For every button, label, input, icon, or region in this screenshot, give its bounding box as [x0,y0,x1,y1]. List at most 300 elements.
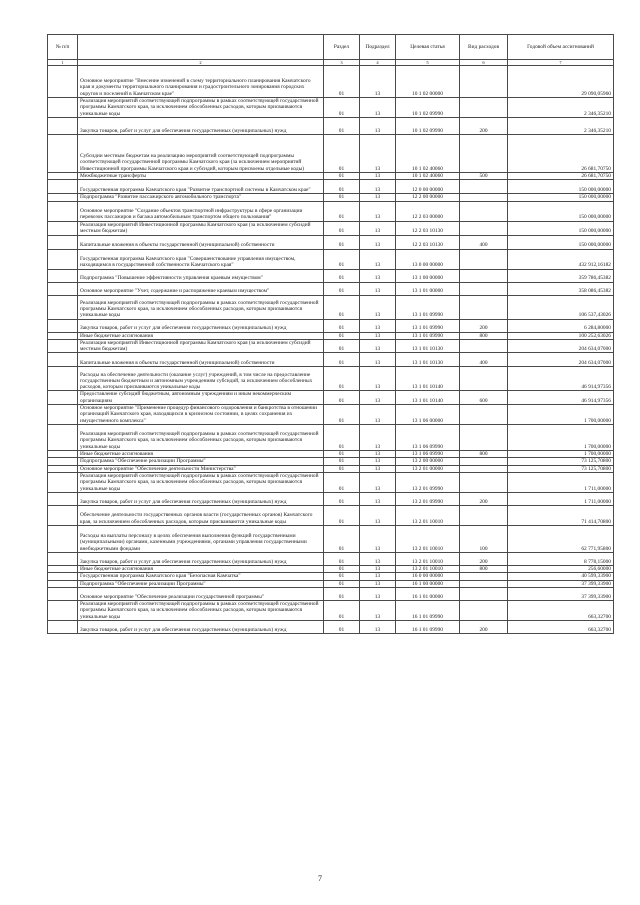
row-name: Реализация мероприятий соответствующей подпрограммы в рамках соответствующей государственной программы Камчатского края, за исключением обособленных расходов, которым присваиваются уникальные коды [78,600,324,620]
table-row [48,573,614,580]
row-podrazdel: 13 [360,235,396,249]
row-expense-type: 200 [460,620,508,633]
row-razdel: 01 [324,367,360,391]
page-number: 7 [318,874,322,883]
row-name: Обеспечение деятельности государственных органов власти (государственных органов) Камчатского края, за исключением обособленных расходов, которым присваиваются уникальные коды [78,505,324,525]
row-amount: 1 711,00000 [508,472,614,492]
row-amount: 1 711,00000 [508,492,614,505]
row-expense-type: 400 [460,235,508,249]
row-number [48,552,78,565]
row-target-article: 13 1 01 00000 [396,282,460,295]
row-amount: 256,60000 [508,565,614,572]
table-row [48,173,614,180]
row-number [48,472,78,492]
row-target-article: 13 2 01 10010 [396,505,460,525]
row-amount: 432 912,16182 [508,249,614,269]
column-number: 1 [48,60,78,66]
row-target-article: 13 2 01 09990 [396,472,460,492]
row-number [48,465,78,472]
row-podrazdel: 13 [360,295,396,319]
row-target-article: 16 1 01 09990 [396,620,460,633]
header-num: № п/п [48,35,78,60]
header-amount: Годовой объем ассигнований [508,35,614,60]
row-podrazdel: 13 [360,405,396,425]
table-row [48,295,614,319]
row-number [48,565,78,572]
column-number: 2 [78,60,324,66]
row-amount: 26 681,70750 [508,135,614,173]
row-name: Государственная программа Камчатского края "Совершенствование управления имуществом, находящимся в государственной собственности Камчатского края" [78,249,324,269]
table-row [48,425,614,451]
row-podrazdel: 13 [360,353,396,367]
row-number [48,573,78,580]
row-amount: 40 599,33900 [508,573,614,580]
row-razdel: 01 [324,332,360,339]
row-podrazdel: 13 [360,525,396,552]
row-target-article: 12 2 03 00000 [396,201,460,221]
table-row [48,458,614,465]
row-podrazdel: 13 [360,425,396,451]
row-number [48,353,78,367]
row-podrazdel: 13 [360,135,396,173]
row-number [48,451,78,458]
row-target-article: 13 1 01 10130 [396,353,460,367]
row-number [48,332,78,339]
row-expense-type: 200 [460,319,508,332]
row-amount: 73 125,70800 [508,458,614,465]
table-row [48,552,614,565]
row-name: Закупка товаров, работ и услуг для обеспечения государственных (муниципальных) нужд [78,552,324,565]
column-number: 5 [396,60,460,66]
row-podrazdel: 13 [360,451,396,458]
row-razdel: 01 [324,458,360,465]
row-razdel: 01 [324,135,360,173]
row-expense-type [460,425,508,451]
table-body [48,66,614,634]
row-podrazdel: 13 [360,465,396,472]
row-target-article: 13 0 00 00000 [396,249,460,269]
row-expense-type [460,587,508,600]
row-target-article: 13 1 01 09990 [396,332,460,339]
row-target-article: 16 1 00 00000 [396,580,460,587]
table-row [48,465,614,472]
row-target-article: 13 1 06 09990 [396,425,460,451]
row-target-article: 16 0 00 00000 [396,573,460,580]
table-row [48,332,614,339]
row-amount: 359 786,45382 [508,269,614,282]
column-number: 3 [324,60,360,66]
row-expense-type [460,249,508,269]
row-target-article: 16 1 01 09990 [396,600,460,620]
row-number [48,98,78,118]
row-name: Реализация мероприятий соответствующей подпрограммы в рамках соответствующей государственной программы Камчатского края, за исключением обособленных расходов, которым присваиваются уникальные коды [78,98,324,118]
row-name: Расходы на выплаты персоналу в целях обеспечения выполнения функций государственными (муниципальными) органами, казенными учреждениями, органами управления государственными внебюджетными фондами [78,525,324,552]
row-number [48,339,78,353]
table-row [48,505,614,525]
table-row [48,194,614,201]
row-name: Основное мероприятие "Учет, содержание и распоряжение краевым имуществом" [78,282,324,295]
row-amount: 1 700,00000 [508,405,614,425]
row-amount: 150 000,00000 [508,221,614,235]
row-target-article: 12 0 00 00000 [396,180,460,194]
row-number [48,173,78,180]
row-expense-type [460,472,508,492]
row-podrazdel: 13 [360,472,396,492]
row-podrazdel: 13 [360,66,396,98]
row-number [48,180,78,194]
row-amount: 62 771,95800 [508,525,614,552]
row-name: Иные бюджетные ассигнования [78,565,324,572]
row-name: Реализация мероприятий соответствующей подпрограммы в рамках соответствующей государственной программы Камчатского края, за исключением обособленных расходов, которым присваиваются уникальные коды [78,472,324,492]
row-amount: 204 634,07000 [508,339,614,353]
row-podrazdel: 13 [360,552,396,565]
table-row [48,201,614,221]
row-amount: 8 778,15000 [508,552,614,565]
row-number [48,269,78,282]
row-podrazdel: 13 [360,269,396,282]
table-row [48,98,614,118]
row-podrazdel: 13 [360,458,396,465]
row-razdel: 01 [324,221,360,235]
row-razdel: 01 [324,353,360,367]
row-target-article: 12 2 03 10130 [396,235,460,249]
row-name: Предоставление субсидий бюджетным, автономным учреждениям и иным некоммерческим организациям [78,391,324,405]
table-row [48,319,614,332]
row-amount: 46 914,97356 [508,367,614,391]
table-row [48,580,614,587]
row-razdel: 01 [324,552,360,565]
row-razdel: 01 [324,565,360,572]
table-row [48,135,614,173]
row-razdel: 01 [324,505,360,525]
row-amount: 150 000,00000 [508,194,614,201]
row-target-article: 13 1 06 00000 [396,405,460,425]
row-expense-type: 100 [460,525,508,552]
row-expense-type [460,505,508,525]
row-amount: 29 090,05960 [508,66,614,98]
row-name: Закупка товаров, работ и услуг для обеспечения государственных (муниципальных) нужд [78,620,324,633]
row-razdel: 01 [324,465,360,472]
row-razdel: 01 [324,600,360,620]
row-number [48,295,78,319]
row-name: Государственная программа Камчатского края "Безопасная Камчатка" [78,573,324,580]
table-row [48,282,614,295]
row-target-article: 13 1 01 10140 [396,391,460,405]
table-row [48,339,614,353]
row-number [48,391,78,405]
table-row [48,405,614,425]
row-podrazdel: 13 [360,367,396,391]
row-name: Межбюджетные трансферты [78,173,324,180]
row-target-article: 10 1 02 40060 [396,173,460,180]
row-number [48,587,78,600]
row-razdel: 01 [324,319,360,332]
row-target-article: 13 2 00 00000 [396,458,460,465]
row-name: Реализация мероприятий Инвестиционной программы Камчатского края (за исключением субсидий местным бюджетам) [78,339,324,353]
row-number [48,221,78,235]
row-amount: 150 000,00000 [508,180,614,194]
row-podrazdel: 13 [360,319,396,332]
row-target-article: 13 1 06 09990 [396,451,460,458]
row-name: Основное мероприятие "Применение процедур финансового оздоровления и банкротства в отношении организаций Камчатского края, находящихся в кризисном состоянии, в целях сохранения их имущественного комплекса" [78,405,324,425]
row-target-article: 10 1 02 40060 [396,135,460,173]
table-row [48,391,614,405]
row-podrazdel: 13 [360,339,396,353]
header-name [78,35,324,60]
row-number [48,600,78,620]
column-number: 7 [508,60,614,66]
table-row [48,118,614,135]
row-name: Основное мероприятие "Обеспечение деятельности Министерства" [78,465,324,472]
row-razdel: 01 [324,425,360,451]
header-podrazdel: Подраздел [360,35,396,60]
row-name: Капитальные вложения в объекты государственной (муниципальной) собственности [78,353,324,367]
row-target-article: 13 1 01 10130 [396,339,460,353]
row-razdel: 01 [324,282,360,295]
column-number: 6 [460,60,508,66]
row-razdel: 01 [324,180,360,194]
row-amount: 358 086,45382 [508,282,614,295]
table-row [48,269,614,282]
row-name: Реализация мероприятий соответствующей подпрограммы в рамках соответствующей государственной программы Камчатского края, за исключением обособленных расходов, которым присваиваются уникальные коды [78,425,324,451]
row-podrazdel: 13 [360,118,396,135]
row-amount: 26 681,70750 [508,173,614,180]
table-row [48,235,614,249]
header-vr: Вид расходов [460,35,508,60]
row-name: Основное мероприятие "Внесение изменений в схему территориального планирования Камчатского края и документы территориального планирования и градостроительного зонирования городских округов и поселений в Камчатском крае" [78,66,324,98]
row-name: Реализация мероприятий Инвестиционной программы Камчатского края (за исключением субсидий местным бюджетам) [78,221,324,235]
row-podrazdel: 13 [360,173,396,180]
row-name: Государственная программа Камчатского края "Развитие транспортной системы в Камчатском крае" [78,180,324,194]
row-target-article: 13 2 01 10010 [396,552,460,565]
row-expense-type [460,600,508,620]
row-razdel: 01 [324,235,360,249]
header-razdel: Раздел [324,35,360,60]
row-razdel: 01 [324,525,360,552]
row-number [48,249,78,269]
row-razdel: 01 [324,472,360,492]
row-expense-type [460,367,508,391]
row-expense-type [460,269,508,282]
row-razdel: 01 [324,66,360,98]
row-amount: 663,32700 [508,600,614,620]
row-expense-type [460,66,508,98]
row-name: Капитальные вложения в объекты государственной (муниципальной) собственности [78,235,324,249]
row-expense-type [460,405,508,425]
row-razdel: 01 [324,269,360,282]
row-expense-type: 200 [460,552,508,565]
row-podrazdel: 13 [360,573,396,580]
row-number [48,405,78,425]
row-expense-type: 800 [460,332,508,339]
row-razdel: 01 [324,587,360,600]
row-amount: 6 284,80000 [508,319,614,332]
row-target-article: 13 2 01 00000 [396,465,460,472]
row-amount: 71 414,70800 [508,505,614,525]
row-number [48,235,78,249]
row-razdel: 01 [324,98,360,118]
row-expense-type [460,201,508,221]
row-razdel: 01 [324,118,360,135]
table-row [48,367,614,391]
row-name: Реализация мероприятий соответствующей подпрограммы в рамках соответствующей государственной программы Камчатского края, за исключением обособленных расходов, которым присваиваются уникальные коды [78,295,324,319]
row-podrazdel: 13 [360,282,396,295]
row-target-article: 13 2 01 10010 [396,565,460,572]
row-razdel: 01 [324,295,360,319]
table-row [48,66,614,98]
row-target-article: 10 1 02 09990 [396,118,460,135]
row-razdel: 01 [324,339,360,353]
row-expense-type [460,135,508,173]
row-number [48,525,78,552]
row-expense-type: 600 [460,391,508,405]
row-expense-type: 800 [460,451,508,458]
row-podrazdel: 13 [360,620,396,633]
row-podrazdel: 13 [360,201,396,221]
row-name: Подпрограмма "Развитие пассажирского автомобильного транспорта" [78,194,324,201]
row-podrazdel: 13 [360,180,396,194]
row-amount: 150 000,00000 [508,235,614,249]
table-row [48,525,614,552]
row-razdel: 01 [324,173,360,180]
row-number [48,118,78,135]
row-podrazdel: 13 [360,565,396,572]
row-target-article: 13 1 01 09990 [396,295,460,319]
table-row [48,472,614,492]
row-podrazdel: 13 [360,580,396,587]
row-name: Иные бюджетные ассигнования [78,332,324,339]
row-expense-type [460,194,508,201]
table-row [48,180,614,194]
row-expense-type: 500 [460,173,508,180]
row-razdel: 01 [324,620,360,633]
row-razdel: 01 [324,194,360,201]
row-expense-type: 800 [460,565,508,572]
row-expense-type [460,221,508,235]
row-target-article: 16 1 01 00000 [396,587,460,600]
row-expense-type [460,580,508,587]
header-csr: Целевая статья [396,35,460,60]
budget-table [47,34,614,634]
column-number: 4 [360,60,396,66]
row-target-article: 13 1 01 09990 [396,319,460,332]
row-razdel: 01 [324,573,360,580]
row-target-article: 10 1 02 09990 [396,98,460,118]
row-amount: 46 914,97356 [508,391,614,405]
row-name: Подпрограмма "Обеспечение реализации Программы" [78,580,324,587]
row-expense-type [460,573,508,580]
row-name: Субсидии местным бюджетам на реализацию мероприятий соответствующей подпрограммы соответствующей государственной программы Камчатского края (за исключением мероприятий Инвестиционной программы Камчатского края и субсидий, которым присвоены отдельные коды) [78,135,324,173]
row-name: Подпрограмма "Повышение эффективности управления краевым имуществом" [78,269,324,282]
row-expense-type: 400 [460,353,508,367]
row-target-article: 13 1 00 00000 [396,269,460,282]
row-amount: 37 399,33900 [508,587,614,600]
row-amount: 100 252,63026 [508,332,614,339]
row-podrazdel: 13 [360,249,396,269]
row-name: Закупка товаров, работ и услуг для обеспечения государственных (муниципальных) нужд [78,492,324,505]
row-razdel: 01 [324,391,360,405]
row-target-article: 13 2 01 09990 [396,492,460,505]
row-name: Подпрограмма "Обеспечение реализации Программы" [78,458,324,465]
row-target-article: 13 2 01 10010 [396,525,460,552]
row-razdel: 01 [324,451,360,458]
row-amount: 73 125,70800 [508,465,614,472]
row-target-article: 12 2 03 10130 [396,221,460,235]
row-amount: 106 537,43026 [508,295,614,319]
row-podrazdel: 13 [360,587,396,600]
row-amount: 1 700,00000 [508,425,614,451]
row-number [48,319,78,332]
row-number [48,505,78,525]
row-name: Закупка товаров, работ и услуг для обеспечения государственных (муниципальных) нужд [78,118,324,135]
row-name: Иные бюджетные ассигнования [78,451,324,458]
table-row [48,451,614,458]
row-number [48,425,78,451]
row-podrazdel: 13 [360,492,396,505]
row-expense-type [460,180,508,194]
row-podrazdel: 13 [360,194,396,201]
row-name: Основное мероприятие "Обеспечение реализации государственной программы" [78,587,324,600]
row-number [48,194,78,201]
row-name: Основное мероприятие "Создание объектов транспортной инфраструктуры в сфере организации перевозок пассажиров и багажа автомобильным транспортом общего пользования" [78,201,324,221]
row-expense-type [460,295,508,319]
row-amount: 204 634,07000 [508,353,614,367]
row-number [48,282,78,295]
row-target-article: 10 1 02 00000 [396,66,460,98]
row-expense-type [460,282,508,295]
row-podrazdel: 13 [360,332,396,339]
row-expense-type: 200 [460,492,508,505]
row-razdel: 01 [324,580,360,587]
row-number [48,66,78,98]
row-podrazdel: 13 [360,505,396,525]
row-amount: 663,32700 [508,620,614,633]
row-podrazdel: 13 [360,221,396,235]
table-row [48,221,614,235]
row-number [48,620,78,633]
row-razdel: 01 [324,249,360,269]
table-row [48,600,614,620]
row-number [48,201,78,221]
row-amount: 150 000,00000 [508,201,614,221]
row-amount: 2 346,35210 [508,118,614,135]
row-expense-type: 200 [460,118,508,135]
row-razdel: 01 [324,405,360,425]
row-expense-type [460,465,508,472]
row-amount: 37 399,33900 [508,580,614,587]
row-razdel: 01 [324,492,360,505]
row-name: Закупка товаров, работ и услуг для обеспечения государственных (муниципальных) нужд [78,319,324,332]
row-number [48,580,78,587]
row-number [48,458,78,465]
row-target-article: 12 2 00 00000 [396,194,460,201]
row-name: Расходы на обеспечение деятельности (оказание услуг) учреждений, в том числе на предоставление государственным бюджетным и автономным учреждениям субсидий, за исключением обособленных расходов, которым присваиваются уникальные коды [78,367,324,391]
table-row [48,492,614,505]
table-row [48,565,614,572]
row-number [48,367,78,391]
table-row [48,249,614,269]
table-row [48,620,614,633]
row-podrazdel: 13 [360,391,396,405]
row-target-article: 13 1 01 10140 [396,367,460,391]
row-amount: 2 346,35210 [508,98,614,118]
row-number [48,492,78,505]
row-expense-type [460,98,508,118]
row-expense-type [460,458,508,465]
row-podrazdel: 13 [360,600,396,620]
table-row [48,587,614,600]
row-number [48,135,78,173]
